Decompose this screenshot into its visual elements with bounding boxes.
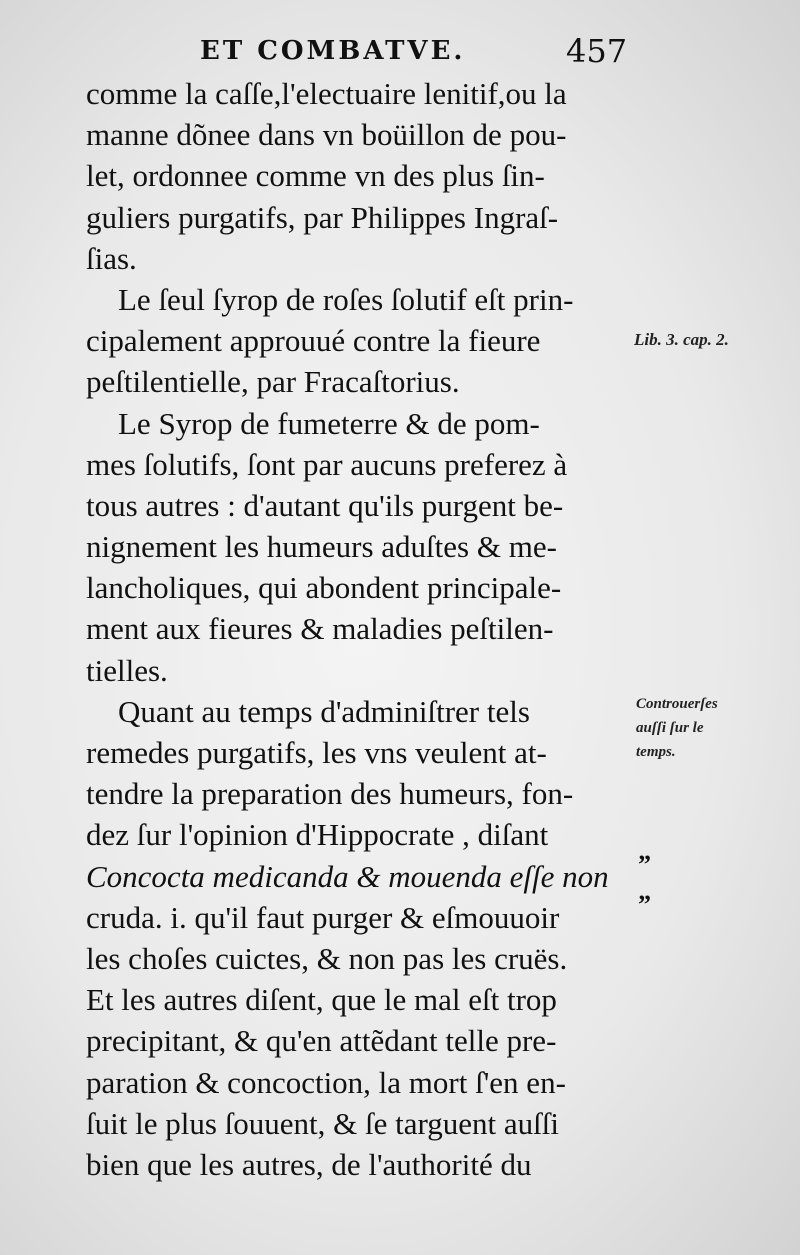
text-line: peſtilentielle, par Fracaſtorius.	[86, 364, 460, 400]
text-line: tielles.	[86, 652, 168, 688]
quotation-mark: ”	[638, 890, 651, 919]
text-line: Le ſeul ſyrop de roſes ſolutif eſt prin-	[118, 281, 574, 317]
text-line: lancholiques, qui abondent principale-	[86, 570, 562, 606]
text-line: ſuit le plus ſouuent, & ſe targuent auſſi	[86, 1105, 559, 1141]
text-line: cruda. i. qu'il faut purger & eſmouuoir	[86, 899, 560, 935]
margin-note-line: auſſi ſur le	[636, 720, 704, 736]
text-line: paration & concoction, la mort ſ'en en-	[86, 1064, 566, 1100]
text-line: bien que les autres, de l'authorité du	[86, 1146, 532, 1182]
running-head: ET COMBATVE.	[200, 36, 466, 66]
text-line: Concocta medicanda & mouenda eſſe non	[86, 858, 609, 894]
margin-note-line: temps.	[636, 744, 676, 760]
text-line: nignement les humeurs aduſtes & me-	[86, 529, 557, 565]
margin-note-line: Controuerſes	[636, 696, 718, 712]
text-line: tendre la preparation des humeurs, fon-	[86, 776, 574, 812]
text-line: precipitant, & qu'en attẽdant telle pre-	[86, 1023, 557, 1059]
body-text	[86, 73, 631, 1185]
margin-note-reference: Lib. 3. cap. 2.	[634, 330, 729, 349]
text-line: comme la caſſe,l'electuaire lenitif,ou la	[86, 76, 567, 111]
text-line: ſias.	[86, 240, 137, 276]
page-header	[200, 32, 628, 72]
text-line: ment aux fieures & maladies peſtilen-	[86, 611, 554, 647]
text-line: Le Syrop de fumeterre & de pom-	[118, 405, 540, 441]
text-line: Et les autres diſent, que le mal eſt trop	[86, 982, 557, 1018]
text-line: les choſes cuictes, & non pas les cruës.	[86, 940, 568, 976]
text-line: dez ſur l'opinion d'Hippocrate , diſant	[86, 817, 549, 853]
quotation-mark: ”	[638, 850, 651, 879]
margin-note-controversy	[636, 692, 766, 764]
text-line: tous autres : d'autant qu'ils purgent be-	[86, 487, 564, 523]
text-line: let, ordonnee comme vn des plus ſin-	[86, 158, 545, 194]
text-line: cipalement approuué contre la fieure	[86, 323, 541, 359]
page-number: 457	[566, 32, 628, 70]
text-line: manne dõnee dans vn boüillon de pou-	[86, 117, 567, 153]
text-line: Quant au temps d'adminiſtrer tels	[118, 693, 530, 729]
text-line: remedes purgatifs, les vns veulent at-	[86, 735, 547, 770]
text-line: guliers purgatifs, par Philippes Ingraſ-	[86, 199, 559, 235]
text-line: mes ſolutifs, ſont par aucuns preferez à	[86, 446, 568, 482]
